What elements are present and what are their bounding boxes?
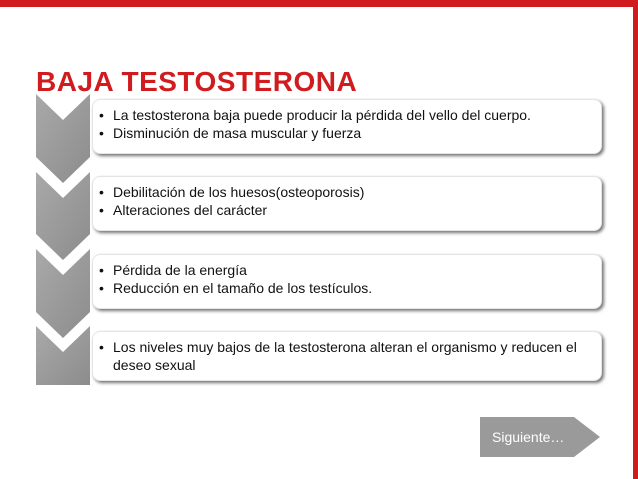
bullet-item: • La testosterona baja puede producir la pérdida del vello del cuerpo. [99,106,593,124]
next-button-label: Siguiente… [492,429,565,445]
bullet-item: • Debilitación de los huesos(osteoporosis) [99,183,593,201]
bullet-item: • Pérdida de la energía [99,261,593,279]
chevron-step-2 [36,172,90,260]
bullet-item: • Disminución de masa muscular y fuerza [99,124,593,142]
bullet-box-1 [92,99,602,154]
chevron-step-3 [36,249,90,338]
bullet-item: • Alteraciones del carácter [99,201,593,219]
next-button[interactable] [480,417,600,457]
bullet-item: • Los niveles muy bajos de la testosterona alteran el organismo y reducen el deseo sexual [99,338,593,374]
chevron-step-1 [36,94,90,183]
bullet-box-4 [92,331,602,381]
bullet-item: • Reducción en el tamaño de los testículos. [99,279,593,297]
bullet-box-2 [92,176,602,231]
slide-title: BAJA TESTOSTERONA [36,66,358,97]
bullet-box-3 [92,254,602,309]
